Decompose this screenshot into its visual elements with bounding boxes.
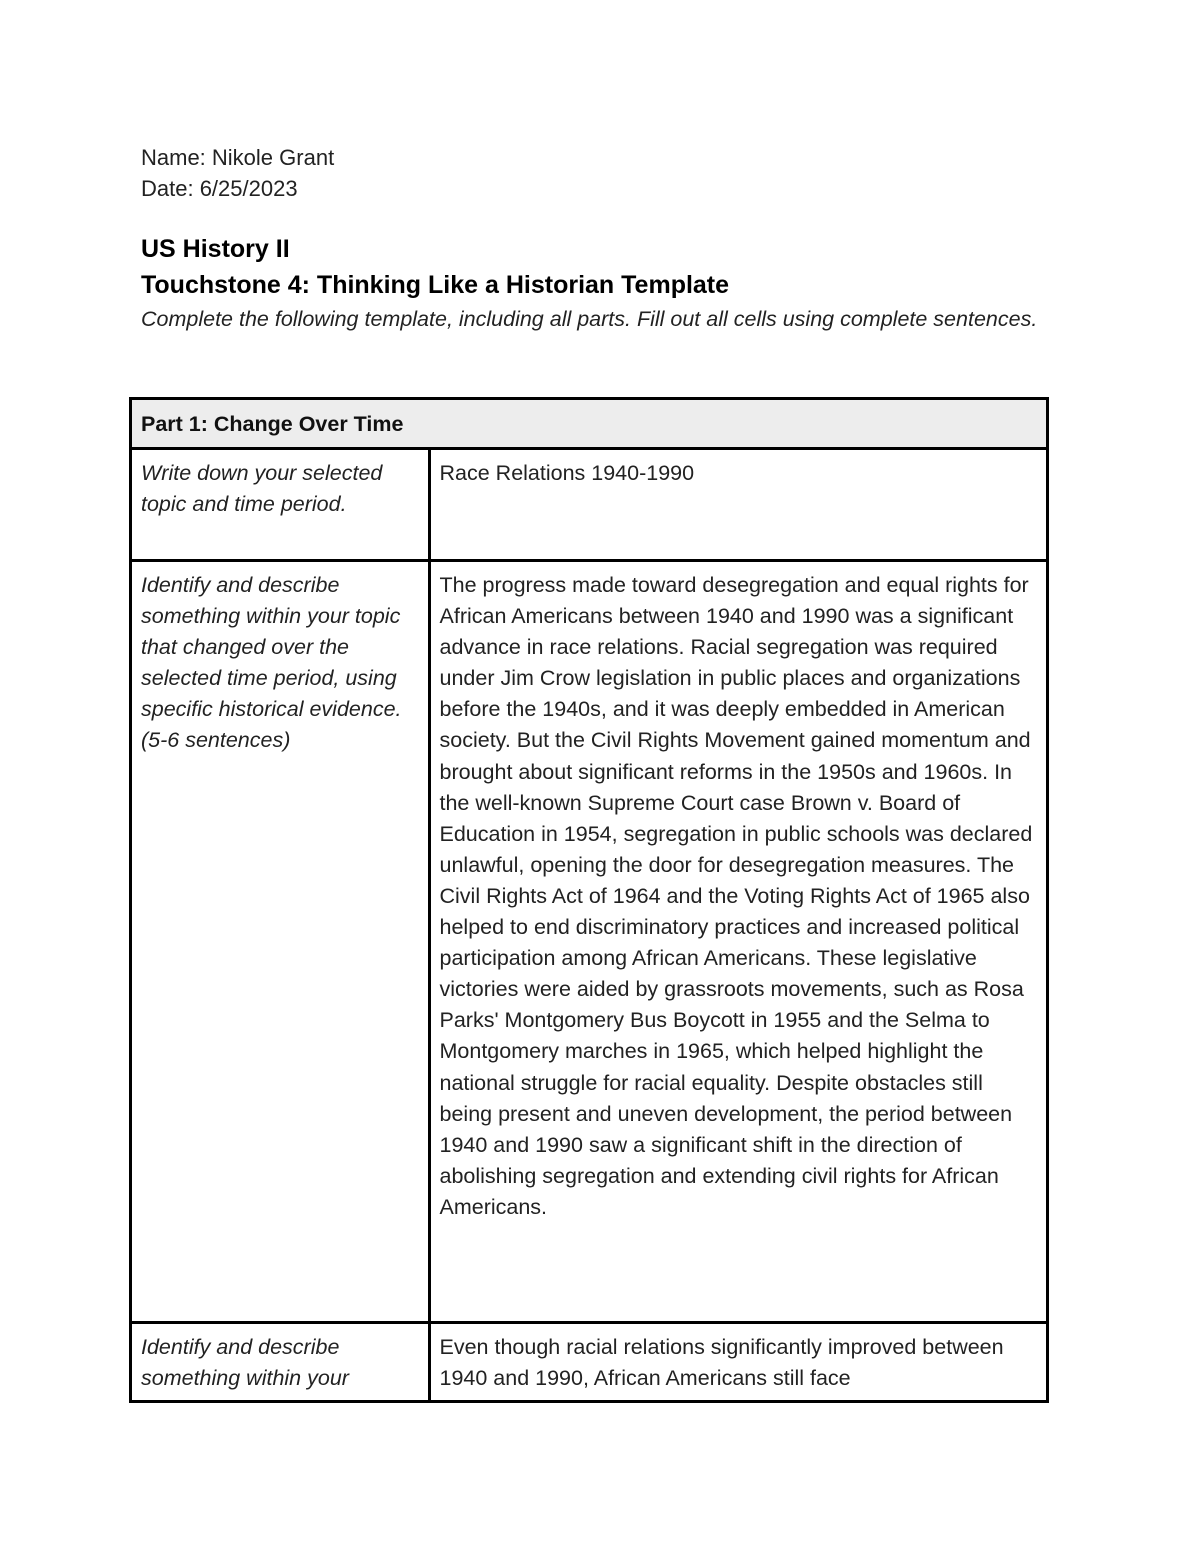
part-1-header: Part 1: Change Over Time	[132, 400, 1046, 449]
course-title: US History II	[141, 235, 290, 263]
instructions-text: Complete the following template, including all parts. Fill out all cells using complete sentences.	[141, 307, 1038, 331]
submission-date: Date: 6/25/2023	[141, 176, 298, 201]
prompt-cell: Identify and describe something within your	[132, 1323, 429, 1404]
response-cell: Even though racial relations significantly improved between 1940 and 1990, African Americans still face	[429, 1323, 1046, 1404]
response-cell: Race Relations 1940-1990	[429, 449, 1046, 561]
response-cell: The progress made toward desegregation and equal rights for African Americans between 1940 and 1990 was a significant advance in race relations. Racial segregation was required under Jim Crow legislation in public places and organizations before the 1940s, and it was deeply embedded in American society. But the Civil Rights Movement gained momentum and brought about significant reforms in the 1950s and 1960s. In the well-known Supreme Court case Brown v. Board of Education in 1954, segregation in public schools was declared unlawful, opening the door for desegregation measures. The Civil Rights Act of 1964 and the Voting Rights Act of 1965 also helped to end discriminatory practices and increased political participation among African Americans. These legislative victories were aided by grassroots movements, such as Rosa Parks' Montgomery Bus Boycott in 1955 and the Selma to Montgomery marches in 1965, which helped highlight the national struggle for racial equality. Despite obstacles still being present and uneven development, the period between 1940 and 1990 saw a significant shift in the direction of abolishing segregation and extending civil rights for African Americans.	[429, 561, 1046, 1323]
prompt-cell: Write down your selected topic and time period.	[132, 449, 429, 561]
student-info	[141, 142, 334, 204]
student-name: Name: Nikole Grant	[141, 145, 335, 170]
table-row	[132, 561, 1046, 1323]
document-title: Touchstone 4: Thinking Like a Historian Template	[141, 271, 730, 299]
part-1-header-row	[132, 400, 1046, 449]
table-row	[132, 1323, 1046, 1404]
prompt-cell: Identify and describe something within your topic that changed over the selected time period, using specific historical evidence. (5-6 sentences)	[132, 561, 429, 1323]
table-row	[132, 449, 1046, 561]
template-table	[129, 397, 1049, 1403]
